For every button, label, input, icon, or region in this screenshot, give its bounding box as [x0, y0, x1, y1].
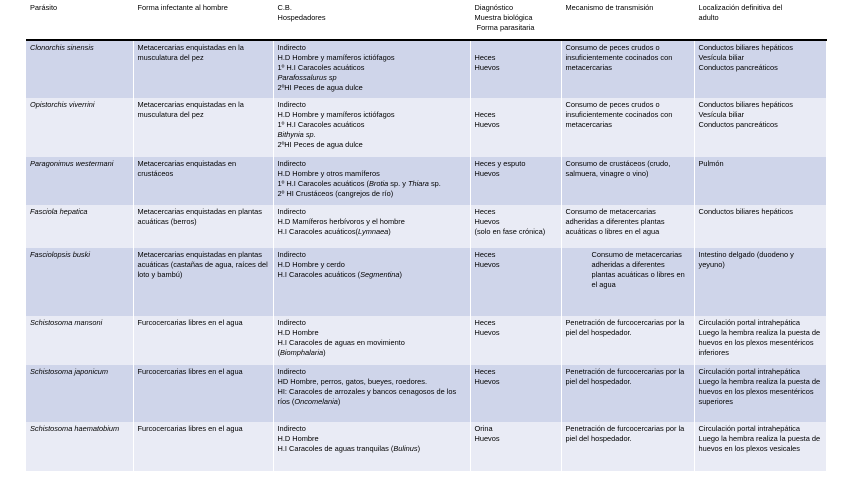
table-row: [26, 422, 826, 471]
location: Conductos biliares hepáticos: [694, 205, 826, 248]
hosts: Indirecto H.D Hombre H.I Caracoles de aguas en movimiento (Biomphalaria): [273, 316, 470, 365]
diagnosis: Heces Huevos: [470, 98, 561, 157]
table-row: [26, 40, 826, 98]
header-diagnostico: Diagnóstico Muestra biológica Forma parasitaria: [470, 0, 561, 40]
transmission: Consumo de crustáceos (crudo, salmuera, vinagre o vino): [561, 157, 694, 205]
transmission: Penetración de furcocercarias por la piel del hospedador.: [561, 422, 694, 471]
parasite-name: Fasciolopsis buski: [26, 248, 133, 316]
hosts: Indirecto H.D Hombre y cerdo H.I Caracoles acuáticos (Segmentina): [273, 248, 470, 316]
table-row: [26, 157, 826, 205]
parasite-name: Clonorchis sinensis: [26, 40, 133, 98]
transmission: Penetración de furcocercarias por la piel del hospedador.: [561, 365, 694, 422]
transmission: Consumo de metacercarias adheridas a diferentes plantas acuáticas o libres en el agua: [561, 248, 694, 316]
infective-form: Metacercarias enquistadas en crustáceos: [133, 157, 273, 205]
header-mecanismo: Mecanismo de transmisión: [561, 0, 694, 40]
location: Circulación portal intrahepática Luego la hembra realiza la puesta de huevos en los plexos mesentéricos superiores: [694, 365, 826, 422]
infective-form: Metacercarias enquistadas en plantas acuáticas (berros): [133, 205, 273, 248]
parasite-name: Schistosoma haematobium: [26, 422, 133, 471]
table-row: [26, 98, 826, 157]
header-hospedadores: C.B. Hospedadores: [273, 0, 470, 40]
hosts: Indirecto H.D Hombre y mamíferos ictiófagos 1º H.I Caracoles acuáticos Parafossalurus sp 2ºHI Peces de agua dulce: [273, 40, 470, 98]
table-row: [26, 316, 826, 365]
diagnosis: Heces Huevos (solo en fase crónica): [470, 205, 561, 248]
diagnosis: Heces Huevos: [470, 248, 561, 316]
hosts: Indirecto HD Hombre, perros, gatos, bueyes, roedores. HI: Caracoles de arrozales y bancos cenagosos de los ríos (Oncomelania): [273, 365, 470, 422]
parasite-name: Schistosoma mansoni: [26, 316, 133, 365]
infective-form: Metacercarias enquistadas en plantas acuáticas (castañas de agua, raíces del loto y bambú): [133, 248, 273, 316]
transmission: Consumo de peces crudos o insuficientemente cocinados con metacercarias: [561, 98, 694, 157]
diagnosis: Heces Huevos: [470, 316, 561, 365]
table-row: [26, 365, 826, 422]
header-parasito: Parásito: [26, 0, 133, 40]
location: Conductos biliares hepáticos Vesícula biliar Conductos pancreáticos: [694, 98, 826, 157]
infective-form: Metacercarias enquistadas en la musculatura del pez: [133, 98, 273, 157]
diagnosis: Heces y esputo Huevos: [470, 157, 561, 205]
infective-form: Furcocercarias libres en el agua: [133, 365, 273, 422]
transmission: Consumo de peces crudos o insuficientemente cocinados con metacercarias: [561, 40, 694, 98]
table-row: [26, 205, 826, 248]
diagnosis: Heces Huevos: [470, 365, 561, 422]
table-row: [26, 248, 826, 316]
infective-form: Metacercarias enquistadas en la musculatura del pez: [133, 40, 273, 98]
header-localizacion: Localización definitiva del adulto: [694, 0, 826, 40]
transmission: Consumo de metacercarias adheridas a diferentes plantas acuáticas o libres en el agua: [561, 205, 694, 248]
hosts: Indirecto H.D Hombre H.I Caracoles de aguas tranquilas (Bulinus): [273, 422, 470, 471]
header-forma: Forma infectante al hombre: [133, 0, 273, 40]
transmission: Penetración de furcocercarias por la piel del hospedador.: [561, 316, 694, 365]
location: Intestino delgado (duodeno y yeyuno): [694, 248, 826, 316]
hosts: Indirecto H.D Hombre y otros mamíferos 1º H.I Caracoles acuáticos (Brotia sp. y Thiara sp. 2º HI Crustáceos (cangrejos de río): [273, 157, 470, 205]
location: Pulmón: [694, 157, 826, 205]
location: Circulación portal intrahepática Luego la hembra realiza la puesta de huevos en los plexos mesentéricos inferiores: [694, 316, 826, 365]
parasite-name: Schistosoma japonicum: [26, 365, 133, 422]
location: Conductos biliares hepáticos Vesícula biliar Conductos pancreáticos: [694, 40, 826, 98]
infective-form: Furcocercarias libres en el agua: [133, 316, 273, 365]
hosts: Indirecto H.D Hombre y mamíferos ictiófagos 1º H.I Caracoles acuáticos Bithynia sp. 2ºHI Peces de agua dulce: [273, 98, 470, 157]
infective-form: Furcocercarias libres en el agua: [133, 422, 273, 471]
parasite-name: Fasciola hepatica: [26, 205, 133, 248]
header-row: [26, 0, 826, 40]
parasite-name: Paragonimus westermani: [26, 157, 133, 205]
parasite-name: Opistorchis viverrini: [26, 98, 133, 157]
diagnosis: Orina Huevos: [470, 422, 561, 471]
location: Circulación portal intrahepática Luego la hembra realiza la puesta de huevos en los plexos vesicales: [694, 422, 826, 471]
hosts: Indirecto H.D Mamíferos herbívoros y el hombre H.I Caracoles acuáticos(Lymnaea): [273, 205, 470, 248]
parasite-table: [26, 0, 827, 471]
diagnosis: Heces Huevos: [470, 40, 561, 98]
